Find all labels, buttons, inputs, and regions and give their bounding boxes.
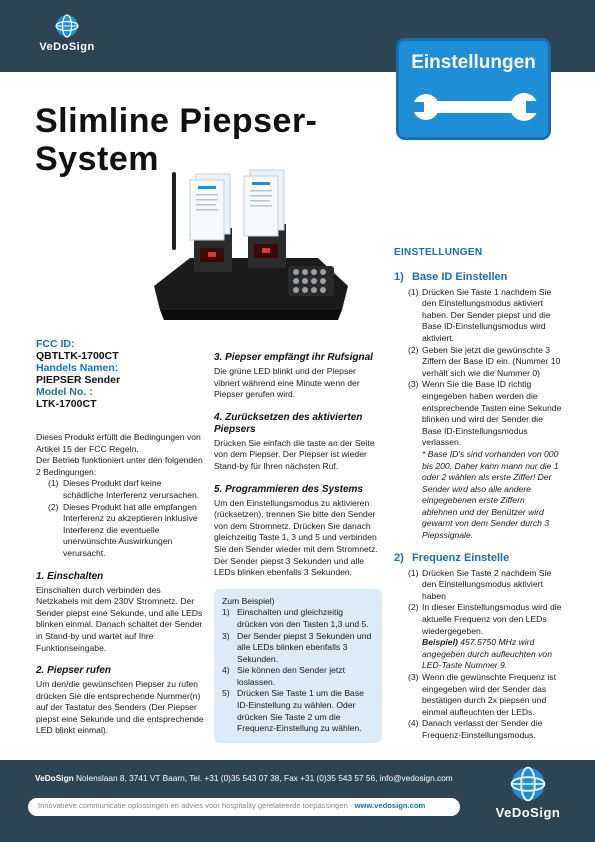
list-item: 1) Einschalten und gleichzeitig drücken von den Tasten 1,3 und 5. — [222, 607, 369, 629]
list-item: (1) Drücken Sie Taste 1 nachdem Sie den Einstellungsmodus aktiviert haben. Der Sender piepst und die Base ID-Einstellungsmodus wird aktiviert. — [408, 286, 552, 343]
frequency-block — [394, 552, 562, 742]
section-text: Die grüne LED blinkt und der Piepser vibriert während eine Minute wenn der Piepser gerufen wird. — [214, 366, 360, 400]
example-box — [214, 589, 382, 743]
left-column — [36, 338, 204, 737]
product-image — [150, 168, 350, 326]
wrench-icon — [412, 89, 540, 125]
section-text: Um den Einstellungsmodus zu aktivieren (rücksetzen), trennen Sie bitte den Sender von dem Stromnetz. Drücken Sie danach gleichzeitig Taste 1, 3 und 5 und verbinden Sie den Sender wieder mit dem Stromnetz. Der Sender piepst 3 Sekunden und alle LEDs blinken ebenfalls 3 Sekunden. — [214, 497, 378, 578]
list-item: (2) In dieser Einstellungsmodus wird die aktuelle Frequenz von den LEDs wiedergegeben. Beispiel) 457.5750 MHz wird angegeben durch aufleuchten von LED-Taste Nummer 9. — [408, 602, 562, 671]
section-heading-zuruecksetzen: 4. Zurücksetzen des aktivierten Piepsers — [214, 411, 363, 435]
list-item: 4) Sie können den Sender jetzt loslassen. — [222, 665, 345, 687]
list-item: (1) Drücken Sie Taste 2 nachdem Sie den Einstellungsmodus aktiviert haben — [408, 567, 552, 601]
intro-text: Dieses Produkt erfüllt die Bedingungen von Artikel 15 der FCC Regeln. — [36, 432, 201, 454]
list-item: (4) Danach verlasst der Sender die Frequenz-Einstellungsmodus. — [408, 718, 543, 740]
footer-logo[interactable] — [488, 766, 568, 820]
badge-title: Einstellungen — [411, 52, 536, 73]
globe-logo-icon — [55, 14, 79, 38]
list-item: 3) Der Sender piepst 3 Sekunden und alle LEDs blinken ebenfalls 3 Sekunden. — [222, 630, 372, 664]
intro-list — [36, 478, 204, 559]
section-heading-einschalten: 1. Einschalten — [36, 570, 104, 582]
list-item: 5) Drücken Sie Taste 1 um die Base ID-Einstellung zu wählen. Oder drücken Sie Taste 2 um die Frequenz-Einstellung zu wählen. — [222, 688, 364, 734]
section-heading-piepser-rufen: 2. Piepser rufen — [36, 665, 112, 677]
section-heading-rufsignal: 3. Piepser empfängt ihr Rufsignal — [214, 352, 373, 363]
middle-column — [214, 352, 384, 743]
brand-name: VeDoSign — [39, 41, 95, 53]
list-item: (3) Wenn die gewünschte Frequenz ist eingegeben wird der Sender das bestätigen durch 2x piepsen und einmal aufleuchten der LEDs. — [408, 672, 557, 717]
brand-logo[interactable] — [22, 14, 112, 53]
section-text: Um den/die gewünschten Piepser zu rufen drücken Sie die entsprechende Nummer(n) auf der Tastatur des Senders (Der Piepser piepst eine Sekunde und die entsprechende LED blinkt einmal). — [36, 679, 204, 736]
brand-name: VeDoSign — [495, 805, 561, 820]
website-link[interactable]: www.vedosign.com — [354, 801, 426, 810]
list-item: (3) Wenn Sie die Base ID richtig eingegeben haben werden die entsprechende Tasten eine Sekunde blinken und wird der Sender die Base ID-Einstellungsmodus verlassen. * Base ID's sind vorhanden von 000 bis 200. Daher kann mann nur die 1 oder 2 wählen als erste Ziffer! Der Sender wird also alle andere eingegebenen erste Ziffern ablehnen und der Benützer wird gewarnt von dem Sender durch 3 Piepssignale. — [408, 379, 562, 541]
list-item: (2) Geben Sie jetzt die gewünschte 3 Ziffern der Base ID ein. (Nummer 10 verhält sich wie die Nummer 0) — [408, 344, 561, 378]
base-id-block — [394, 271, 562, 542]
list-item: (1) Dieses Produkt darf keine schädliche Interferenz verursachen. — [48, 478, 200, 500]
base-id-note: * Base ID's sind vorhanden von 000 bis 200. Daher kann mann nur die 1 oder 2 wählen als erste Ziffer! Der Sender wird also alle andere eingegebenen erste Ziffern ablehnen und der Benützer wird gewarnt von dem Sender durch 3 Piepssignale. — [422, 448, 559, 541]
settings-heading: EINSTELLUNGEN — [394, 247, 483, 258]
intro-text-2: Der Betrieb funktioniert unter den folgenden 2 Bedingungen: — [36, 455, 203, 477]
frequency-example: Beispiel) 457.5750 MHz wird angegeben durch aufleuchten von LED-Taste Nummer 9. — [422, 637, 552, 671]
example-title: Zum Beispiel) — [222, 595, 275, 606]
page-title: Slimline Piepser- System — [35, 102, 318, 178]
section-heading-programmieren: 5. Programmieren des Systems — [214, 483, 363, 495]
example-list — [222, 607, 374, 735]
frequency-list — [394, 568, 562, 742]
settings-badge — [396, 38, 551, 140]
section-text: Einschalten durch verbinden des Netzkabels mit dem 230V Stromnetz. Der Sender piepst eine Sekunde, und alle LEDs blinken einmal. Danach schaltet der Sender in Stand-by und wartet auf Ihre Funktionseingabe. — [36, 584, 203, 653]
footer-tagline: Innovatieve communicatie oplossingen en advies voor hospitality gerelateerde toepassingen - www.vedosign.com — [28, 798, 460, 816]
footer-address: VeDoSign Nolenslaan 8, 3741 VT Baarn, Tel. +31 (0)35 543 07 38, Fax +31 (0)35 543 57 56, info@vedosign.com — [35, 773, 453, 783]
footer-bar — [0, 760, 595, 842]
globe-logo-icon — [510, 766, 546, 802]
base-id-list — [394, 287, 562, 542]
right-column — [394, 247, 562, 752]
frequency-heading: 2) Frequenz Einstelle — [394, 551, 510, 564]
base-id-heading: 1) Base ID Einstellen — [394, 270, 508, 283]
section-text: Drücken Sie einfach die taste an der Seite von dem Piepser. Der Piepser ist wieder Stand-by für Ihren nächsten Ruf. — [214, 437, 375, 471]
fcc-info: FCC ID: QBTLTK-1700CT Handels Namen: PIEPSER Sender Model No. : LTK-1700CT — [36, 338, 121, 410]
list-item: (2) Dieses Produkt hat alle empfangen Interferenz zu akzeptieren inklusive Interferenz die eventuelle unerwünschte Auswirkungen verursacht. — [48, 501, 198, 558]
